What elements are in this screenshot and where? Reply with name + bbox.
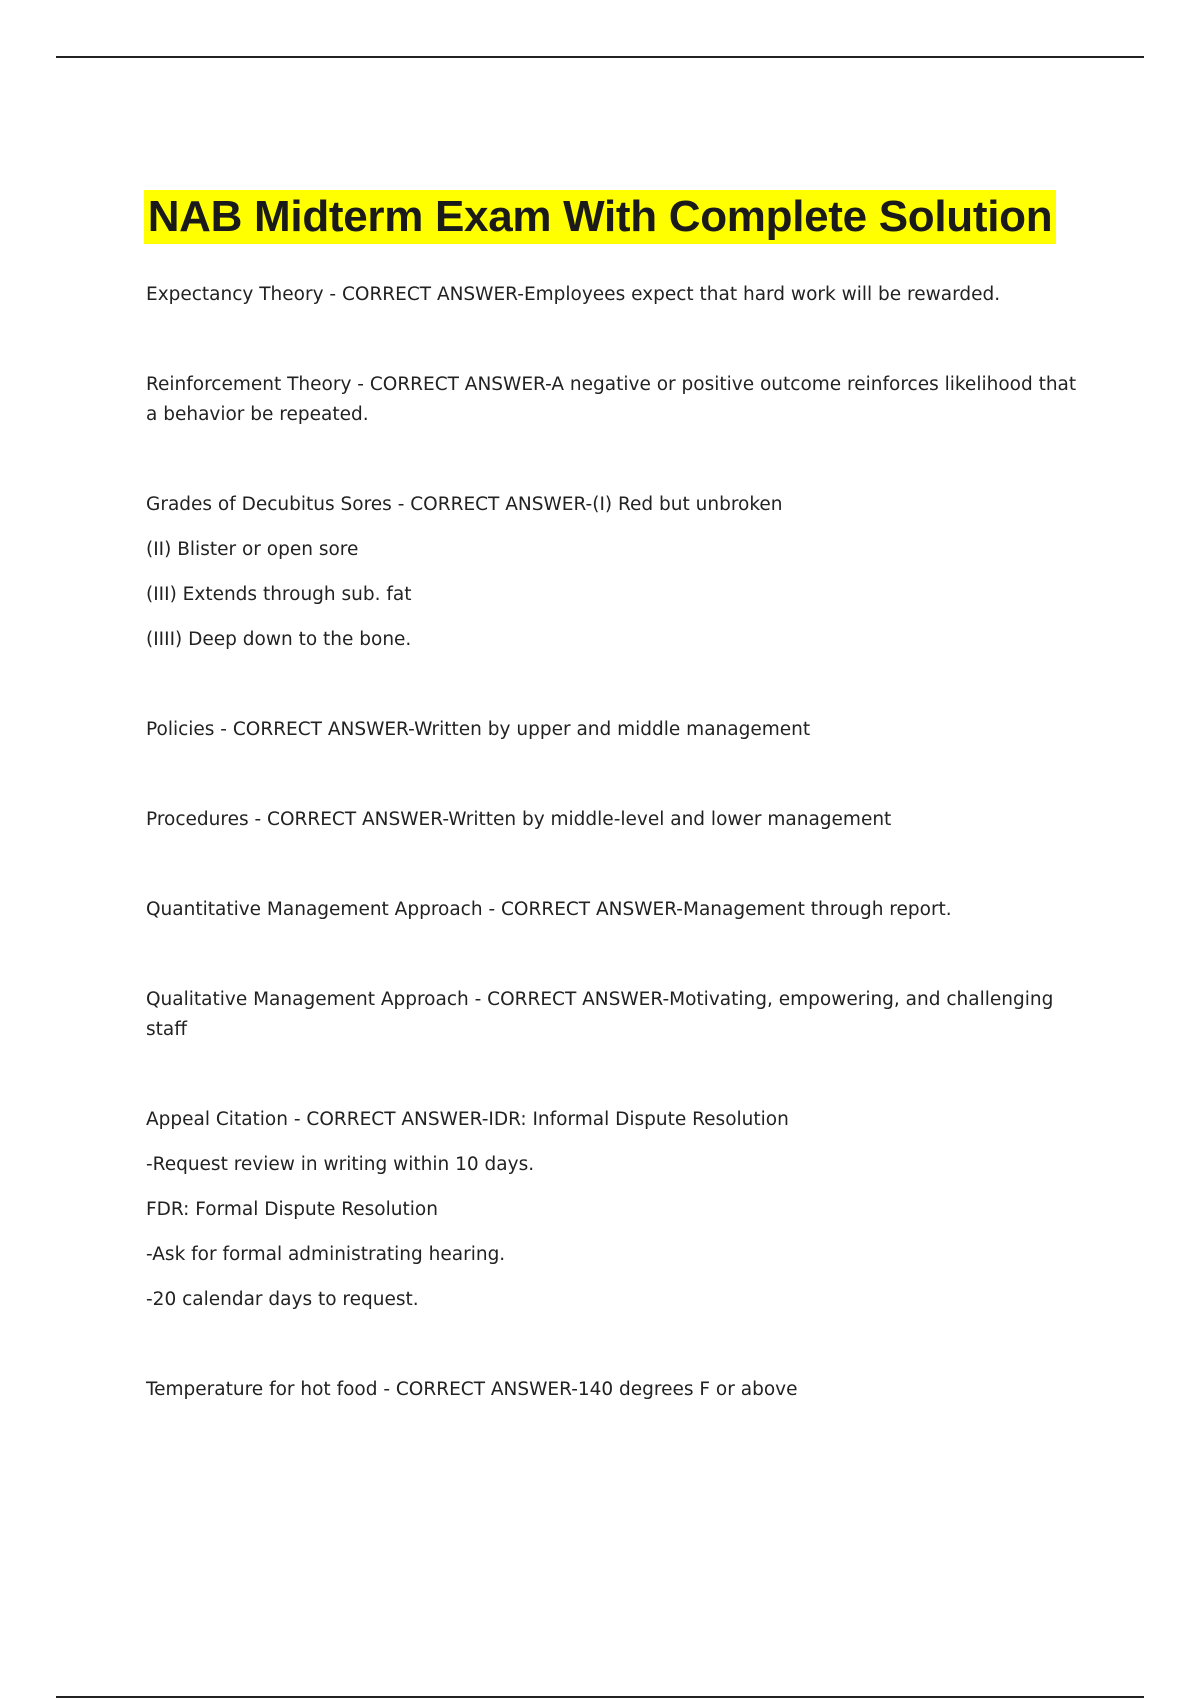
footer-rule [56, 1696, 1144, 1698]
qa-line: Temperature for hot food - CORRECT ANSWER-140 degrees F or above [146, 1379, 798, 1400]
document-body [146, 280, 1086, 1465]
qa-line: Expectancy Theory - CORRECT ANSWER-Employees expect that hard work will be rewarded. [146, 284, 1001, 305]
qa-entry-reinforcement-theory [146, 370, 1086, 430]
qa-line: Policies - CORRECT ANSWER-Written by upper and middle management [146, 719, 811, 740]
qa-line: -Request review in writing within 10 days. [146, 1154, 535, 1175]
qa-entry-appeal-citation [146, 1105, 1086, 1315]
qa-line: Procedures - CORRECT ANSWER-Written by middle-level and lower management [146, 809, 892, 830]
qa-line: Reinforcement Theory - CORRECT ANSWER-A negative or positive outcome reinforces likelihood that a behavior be repeated. [146, 374, 1077, 425]
qa-line: FDR: Formal Dispute Resolution [146, 1199, 438, 1220]
qa-line: -20 calendar days to request. [146, 1289, 419, 1310]
qa-line: (IIII) Deep down to the bone. [146, 629, 412, 650]
qa-entry-quantitative-approach [146, 895, 1086, 925]
header-rule [56, 56, 1144, 58]
title-container [0, 190, 1200, 244]
qa-line: -Ask for formal administrating hearing. [146, 1244, 506, 1265]
qa-line: Qualitative Management Approach - CORRECT ANSWER-Motivating, empowering, and challenging staff [146, 989, 1054, 1040]
qa-entry-procedures [146, 805, 1086, 835]
qa-line: (III) Extends through sub. fat [146, 584, 412, 605]
qa-entry-hot-food-temperature [146, 1375, 1086, 1405]
document-title: NAB Midterm Exam With Complete Solution [144, 190, 1057, 244]
qa-entry-qualitative-approach [146, 985, 1086, 1045]
qa-line: Grades of Decubitus Sores - CORRECT ANSWER-(I) Red but unbroken [146, 494, 783, 515]
qa-entry-decubitus-sores [146, 490, 1086, 655]
qa-entry-policies [146, 715, 1086, 745]
qa-line: Appeal Citation - CORRECT ANSWER-IDR: Informal Dispute Resolution [146, 1109, 789, 1130]
qa-line: Quantitative Management Approach - CORRECT ANSWER-Management through report. [146, 899, 952, 920]
qa-line: (II) Blister or open sore [146, 539, 359, 560]
qa-entry-expectancy-theory [146, 280, 1086, 310]
